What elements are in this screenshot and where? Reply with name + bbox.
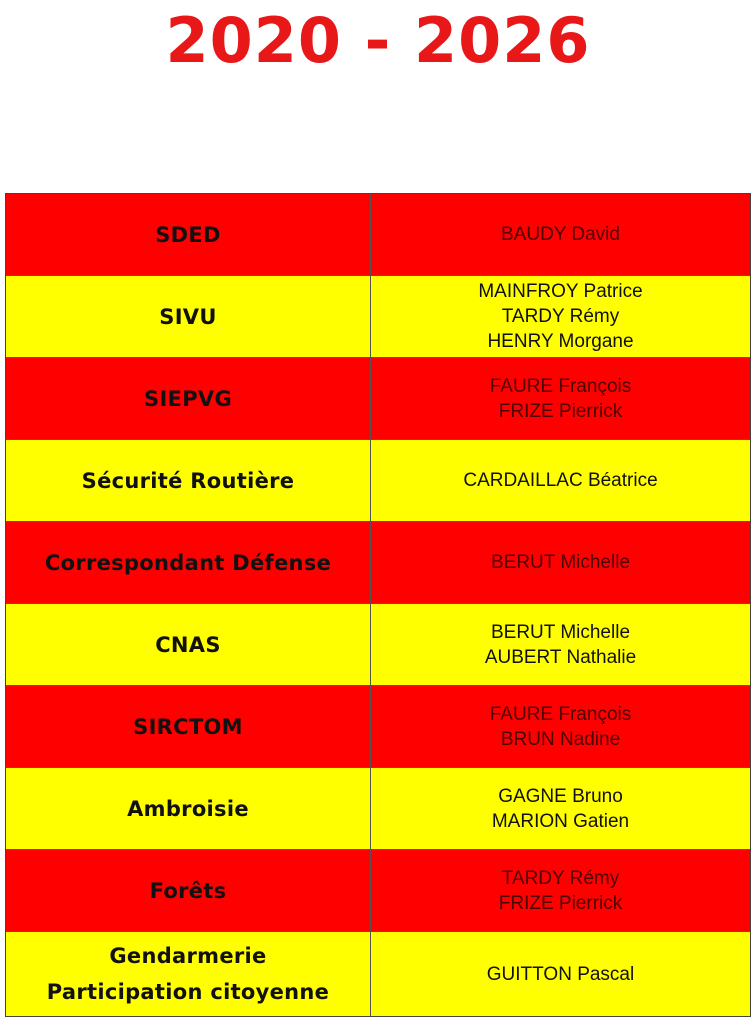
delegates-cell	[371, 440, 750, 521]
delegate-name: FAURE François	[489, 703, 632, 725]
organization-cell	[6, 768, 371, 849]
table-row	[6, 604, 750, 686]
organization-cell	[6, 194, 371, 275]
table-row	[6, 522, 750, 604]
organization-cell	[6, 932, 371, 1016]
delegates-cell	[371, 850, 750, 931]
delegate-name: MAINFROY Patrice	[478, 281, 643, 302]
table-row	[6, 194, 750, 276]
delegates-cell	[371, 276, 750, 357]
organization-label: CNAS	[155, 632, 221, 657]
table-row	[6, 358, 750, 440]
delegates-cell	[371, 932, 750, 1016]
organization-label: Sécurité Routière	[81, 468, 295, 493]
delegate-name: MARION Gatien	[491, 810, 630, 832]
delegate-name: TARDY Rémy	[501, 867, 620, 889]
delegates-table	[5, 193, 751, 1017]
delegate-name: AUBERT Nathalie	[484, 646, 637, 668]
delegate-name: TARDY Rémy	[501, 306, 620, 327]
delegates-cell	[371, 686, 750, 767]
delegate-name: BRUN Nadine	[500, 728, 621, 750]
page-title: 2020 - 2026	[165, 4, 591, 77]
table-row	[6, 932, 750, 1016]
organization-cell	[6, 850, 371, 931]
delegate-name: BAUDY David	[501, 224, 620, 245]
delegates-cell	[371, 522, 750, 603]
delegate-name: FRIZE Pierrick	[498, 892, 623, 914]
delegates-cell	[371, 768, 750, 849]
organization-label: SDED	[155, 222, 221, 247]
delegate-name: FAURE François	[489, 375, 632, 397]
organization-cell	[6, 440, 371, 521]
delegate-name: GAGNE Bruno	[498, 785, 623, 807]
delegates-cell	[371, 604, 750, 685]
delegate-name: HENRY Morgane	[487, 331, 634, 352]
delegates-cell	[371, 358, 750, 439]
organization-label: Correspondant Défense	[44, 550, 332, 575]
organization-cell	[6, 522, 371, 603]
organization-cell	[6, 686, 371, 767]
organization-cell	[6, 358, 371, 439]
organization-label: SIEPVG	[144, 386, 232, 411]
organization-label: Ambroisie	[127, 796, 249, 821]
delegate-name: BERUT Michelle	[490, 621, 631, 643]
organization-label: Gendarmerie Participation citoyenne	[46, 944, 330, 1004]
delegate-name: CARDAILLAC Béatrice	[463, 470, 658, 491]
table-row	[6, 850, 750, 932]
delegate-name: BERUT Michelle	[490, 552, 631, 573]
organization-cell	[6, 276, 371, 357]
table-row	[6, 768, 750, 850]
delegate-name: GUITTON Pascal	[486, 963, 635, 985]
delegates-cell	[371, 194, 750, 275]
organization-label: SIRCTOM	[133, 714, 243, 739]
table-row	[6, 440, 750, 522]
organization-label: SIVU	[159, 304, 217, 329]
delegate-name: FRIZE Pierrick	[498, 400, 623, 422]
organization-label: Forêts	[149, 878, 227, 903]
table-row	[6, 686, 750, 768]
table-row	[6, 276, 750, 358]
organization-cell	[6, 604, 371, 685]
